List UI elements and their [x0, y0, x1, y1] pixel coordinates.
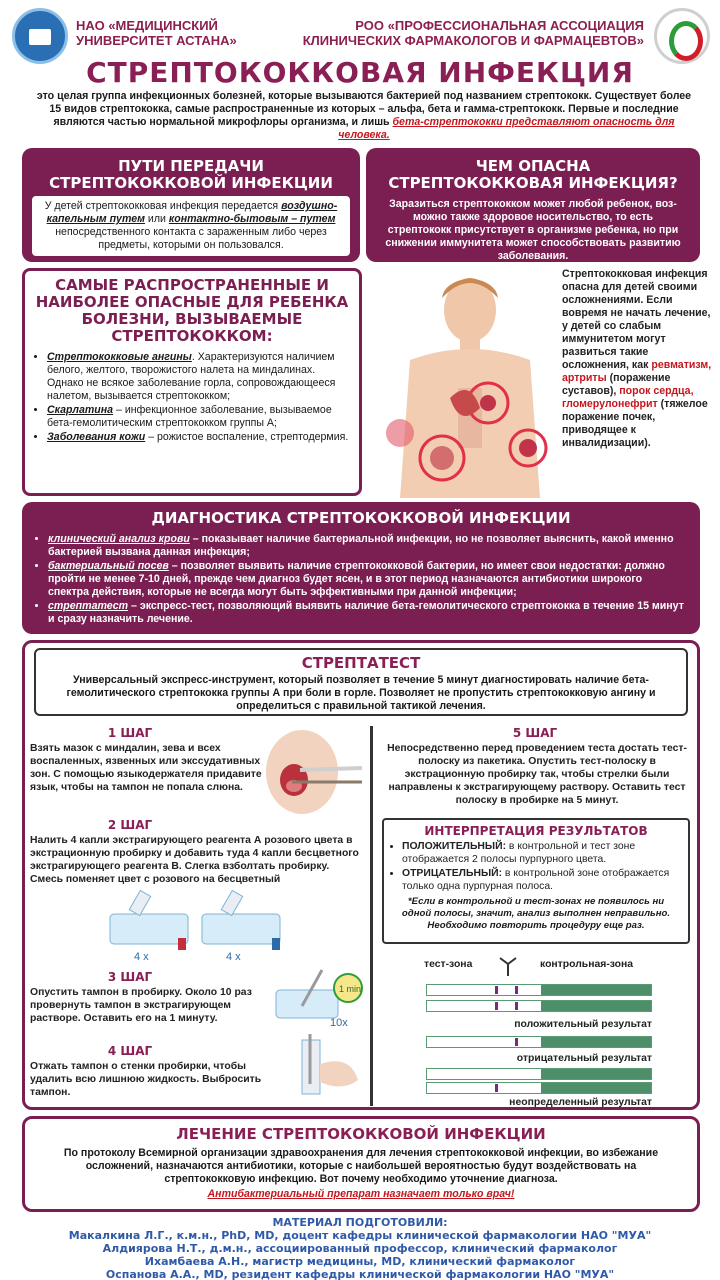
step-2-text: Налить 4 капли экстрагирующего реагента А розового цвета в экстрационную пробирку и добавить туда 4 капли бесцветного экстрагирующего реагента B. Слегка взболтать пробирку. Смесь поменяет цвет с розового на бесцветный: [30, 835, 359, 885]
transmission-title: ПУТИ ПЕРЕДАЧИ СТРЕПТОКОККОВОЙ ИНФЕКЦИИ: [49, 157, 333, 192]
step-2-title: 2 ШАГ: [107, 818, 153, 832]
drops-label-b: 4 x: [226, 951, 241, 963]
interpretation-box: [382, 818, 690, 944]
drops-label-a: 4 x: [134, 951, 149, 963]
test-strip-positive-2: [426, 1000, 652, 1012]
test-zone-label: тест-зона: [424, 959, 473, 970]
step-4-title: 4 ШАГ: [107, 1044, 153, 1058]
interpretation-negative: • ОТРИЦАТЕЛЬНЫЙ: в контрольной зоне отображается только одна пурпурная полоса.: [402, 867, 682, 893]
authors-title: МАТЕРИАЛ ПОДГОТОВИЛИ:: [272, 1216, 448, 1229]
streptatest-desc: Универсальный экспресс-инструмент, который позволяет в течение 5 минут диагностировать наличие бета-гемолитического стрептококка группы А при боли в горле. Позволяет не пропустить стрептококковую ангину и определиться с правильной тактикой лечения.: [66, 674, 656, 712]
transmission-text: У детей стрептококковая инфекция передается воздушно-капельным путем или контактно-бытовым – путем непосредственного контакта с зараженным либо через предметы, которыми он пользовался.: [32, 196, 350, 256]
page-title: СТРЕПТОКОККОВАЯ ИНФЕКЦИЯ: [86, 56, 634, 89]
diagnostics-item: • бактериальный посев – позволяет выявить наличие стрептококковой бактерии, но имеет свои недостатки: должно пройти не менее 7-10 дней, прежде чем диагноз будет ясен, и в этот период назначаются антибиотики широкого спектра действия, которые не всегда могут быть эффективными при данной инфекции;: [48, 560, 686, 599]
interpretation-positive: • ПОЛОЖИТЕЛЬНЫЙ: в контрольной и тест зоне отображается 2 полосы пурпурного цвета.: [402, 840, 682, 866]
step-1-title: 1 ШАГ: [107, 726, 153, 740]
left-org: НАО «МЕДИЦИНСКИЙ УНИВЕРСИТЕТ АСТАНА»: [76, 18, 237, 48]
step-5-text: Непосредственно перед проведением теста достать тест-полоску из пакетика. Опустить тест-полоску в экстрационную пробирку так, чтобы стрелки были направлены к экстрагирующему раствору. Оставить тест полоску в пробирке на 5 минут.: [387, 743, 687, 806]
author-line: Алдиярова Н.Т., д.м.н., ассоциированный профессор, клинический фармаколог: [102, 1242, 618, 1255]
squeeze-swab-illustration: [262, 1034, 362, 1104]
danger-panel: [366, 148, 700, 262]
complications-text: Стрептококковая инфекция опасна для детей своими осложнениями. Если вовремя не начать лечение, у детей со слабым иммунитетом могут развиться такие осложнения, как ревматизм, артриты (поражение суставов), порок сердца, гломерулонефрит (тяжелое поражение почек, приводящее к инвалидизации).: [562, 268, 712, 449]
swab-rotate-illustration: [272, 966, 366, 1030]
intro-text: это целая группа инфекционных болезней, которые вызываются бактерией под названием стрептококк. Существует более 15 видов стрептококка, самые распространенные из которых – альфа, бета и гамма-стрептококк. Первые и последние являются частью нормальной микрофлоры организма, и лишь бета-стрептококки представляют опасность для человека.: [36, 90, 692, 141]
danger-title: ЧЕМ ОПАСНА СТРЕПТОКОККОВАЯ ИНФЕКЦИЯ?: [388, 157, 678, 192]
disease-item: • Стрептококковые ангины. Характеризуются наличием белого, желтого, творожистого налета на миндалинах. Однако не всякое заболевание горла, сопровождающееся налетом, вызывается стрептококком;: [47, 351, 351, 403]
diagnostics-panel: [22, 502, 700, 634]
throat-swab-illustration: [262, 724, 366, 816]
test-strip-positive-1: [426, 984, 652, 996]
diagnostics-title: ДИАГНОСТИКА СТРЕПТОКОККОВОЙ ИНФЕКЦИИ: [151, 509, 571, 527]
result-negative-label: отрицательный результат: [516, 1053, 652, 1064]
reagent-drops-illustration: [100, 886, 300, 966]
step-4-text: Отжать тампон о стенки пробирки, чтобы удалить всю лишнюю жидкость. Выбросить тампон.: [30, 1061, 262, 1098]
disease-item: • Заболевания кожи – рожистое воспаление, стрептодермия.: [47, 431, 351, 444]
step-3-text: Опустить тампон в пробирку. Около 10 раз провернуть тампон в экстрагирующем растворе. Оставить его на 1 минуту.: [30, 987, 252, 1024]
treatment-warning: Антибактериальный препарат назначает только врач!: [207, 1188, 515, 1200]
danger-text: Заразиться стрептококком может любой ребенок, воз-можно также здоровое носительство, то есть стрептококк присутствует в организме ребенка, но при снижении иммунитета может способствовать развитию заболевания.: [385, 198, 681, 262]
interpretation-note: *Если в контрольной и тест-зонах не появилось ни одной полосы, значит, анализ выполнен неправильно. Необходимо повторить процедуру еще раз.: [401, 896, 671, 931]
timer-label: 1 min: [339, 984, 362, 994]
test-strip-negative: [426, 1036, 652, 1048]
interpretation-list: [386, 840, 682, 893]
author-line: Макалкина Л.Г., к.м.н., PhD, MD, доцент кафедры клинической фармакологии НАО "МУА": [68, 1229, 652, 1242]
test-strip-invalid-1: [426, 1068, 652, 1080]
result-invalid-label: неопределенный результат: [509, 1097, 652, 1108]
test-strip-invalid-2: [426, 1082, 652, 1094]
treatment-panel: [22, 1116, 700, 1212]
diagnostics-item: • клинический анализ крови – показывает наличие бактериальной инфекции, но не позволяет выяснить, какой именно бактерией вызвана данная инфекция;: [48, 533, 686, 559]
diseases-panel: [22, 268, 362, 496]
step-5-title: 5 ШАГ: [512, 726, 558, 740]
interpretation-title: ИНТЕРПРЕТАЦИЯ РЕЗУЛЬТАТОВ: [424, 824, 648, 838]
streptatest-title: СТРЕПТАТЕСТ: [301, 654, 421, 672]
zone-arrows: [496, 954, 520, 978]
rotations-label: 10x: [330, 1017, 348, 1029]
diseases-title: САМЫЕ РАСПРОСТРАНЕННЫЕ И НАИБОЛЕЕ ОПАСНЫЕ ДЛЯ РЕБЕНКА БОЛЕЗНИ, ВЫЗЫВАЕМЫЕ СТРЕПТОКОККОМ:: [35, 276, 349, 345]
diagnostics-list: [32, 533, 686, 626]
child-body-illustration: [380, 268, 560, 498]
diseases-list: [31, 351, 351, 444]
step-1-text: Взять мазок с миндалин, зева и всех воспаленных, язвенных или экссудативных зон. С помощью языкодержателя придавите язык, чтобы на тампон не попала слюна.: [30, 743, 262, 793]
author-line: Оспанова А.А., MD, резидент кафедры клинической фармакологии НАО "МУА": [105, 1268, 615, 1280]
streptatest-intro-box: [34, 648, 688, 716]
result-positive-label: положительный результат: [514, 1019, 652, 1030]
column-divider: [370, 726, 373, 1106]
control-zone-label: контрольная-зона: [540, 959, 634, 970]
disease-item: • Скарлатина – инфекционное заболевание, вызываемое бета-гемолитическим стрептококком группы А;: [47, 404, 351, 430]
author-line: Ихамбаева А.Н., магистр медицины, MD, клинический фармаколог: [144, 1255, 576, 1268]
treatment-text: По протоколу Всемирной организации здравоохранения для лечения стрептококковой инфекции, во избежание осложнений, назначаются антибиотики, которые с наибольшей вероятностью будут воздействовать на стрептококковую инфекцию. Вот почему необходимо уточнение диагноза.: [63, 1147, 659, 1185]
step-3-title: 3 ШАГ: [107, 970, 153, 984]
treatment-title: ЛЕЧЕНИЕ СТРЕПТОКОККОВОЙ ИНФЕКЦИИ: [176, 1125, 546, 1143]
diagnostics-item: • стрептатест – экспресс-тест, позволяющий выявить наличие бета-гемолитического стрептококка в течение 15 минут и сразу назначить лечение.: [48, 600, 686, 626]
transmission-panel: [22, 148, 360, 262]
right-org: РОО «ПРОФЕССИОНАЛЬНАЯ АССОЦИАЦИЯ КЛИНИЧЕСКИХ ФАРМАКОЛОГОВ И ФАРМАЦЕВТОВ»: [302, 18, 644, 48]
authors-block: [0, 1216, 720, 1280]
